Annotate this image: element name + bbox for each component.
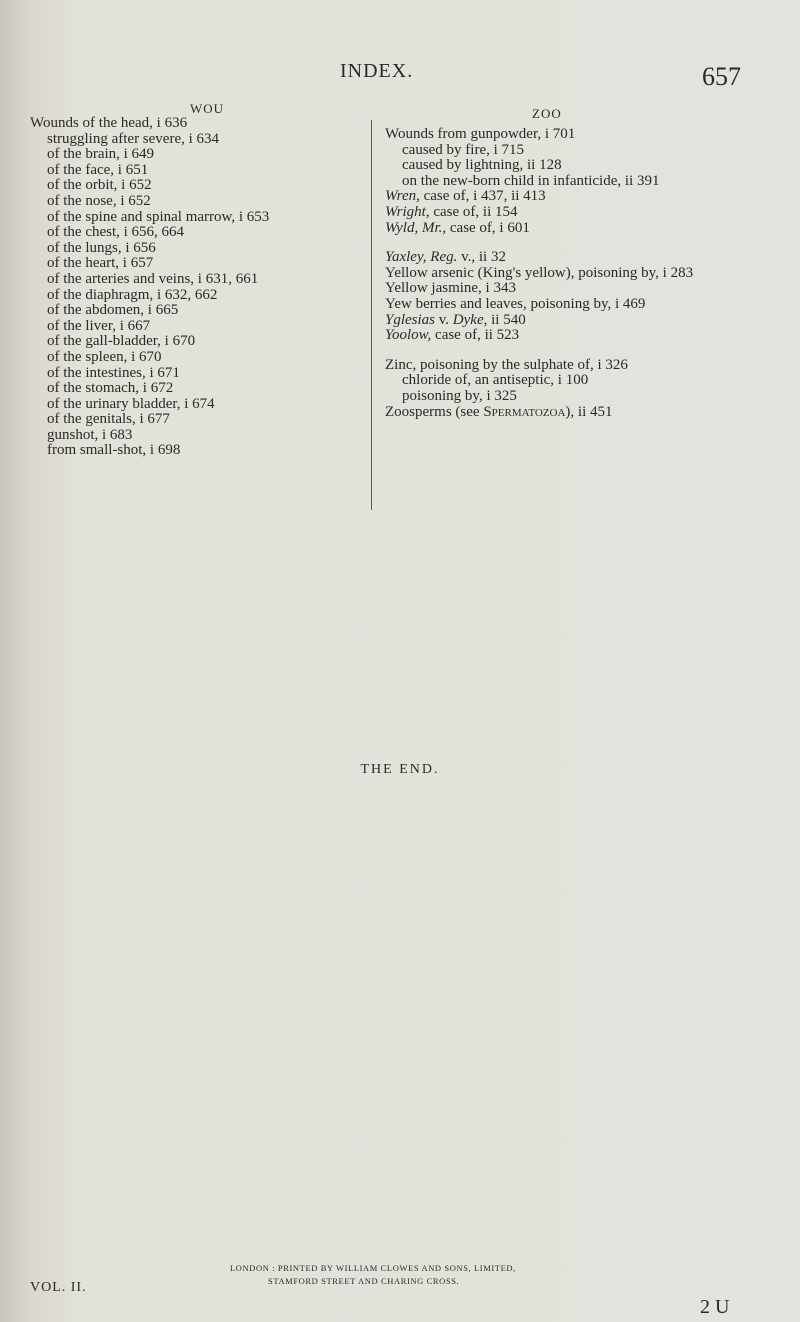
signature-mark: 2 U xyxy=(700,1296,730,1318)
index-entry: of the abdomen, i 665 xyxy=(47,302,179,319)
column-divider xyxy=(371,120,372,510)
the-end-text: THE END. xyxy=(360,762,440,777)
left-column-key: WOU xyxy=(190,101,225,116)
entry-text: ), ii 451 xyxy=(565,403,613,420)
index-entry: of the spine and spinal marrow, i 653 xyxy=(47,208,270,225)
entry-name: Yaxley, Reg. xyxy=(385,249,458,266)
index-entry: Yew berries and leaves, poisoning by, i 469 xyxy=(385,295,646,312)
index-entry: of the genitals, i 677 xyxy=(47,411,170,428)
left-index-column xyxy=(30,116,360,459)
entry-ref: case of, ii 154 xyxy=(429,203,518,220)
index-entry: of the face, i 651 xyxy=(47,161,149,178)
entry-name: Yglesias xyxy=(385,311,436,328)
index-entry xyxy=(385,221,745,237)
printer-imprint xyxy=(230,1262,750,1288)
entry-ref: ii 540 xyxy=(487,311,526,328)
index-entry: caused by fire, i 715 xyxy=(402,141,525,158)
index-entry xyxy=(385,189,745,205)
index-entry: Yellow arsenic (King's yellow), poisoning by, i 283 xyxy=(385,264,694,281)
cross-reference: Spermatozoa xyxy=(483,403,566,420)
index-entry: of the spleen, i 670 xyxy=(47,348,162,365)
index-entry: of the urinary bladder, i 674 xyxy=(47,395,215,412)
index-entry: of the lungs, i 656 xyxy=(47,239,156,256)
index-entry: of the liver, i 667 xyxy=(47,317,151,334)
right-column-key: ZOO xyxy=(532,106,562,121)
entry-ref: case of, i 437, ii 413 xyxy=(419,188,546,205)
entry-name: Wren, xyxy=(385,188,420,205)
entry-name: Wright, xyxy=(385,203,430,220)
index-entry: of the arteries and veins, i 631, 661 xyxy=(47,270,259,287)
entry-name: Dyke, xyxy=(452,311,488,328)
index-entry: on the new-born child in infanticide, ii 391 xyxy=(402,172,660,189)
index-entry: of the diaphragm, i 632, 662 xyxy=(47,286,218,303)
imprint-line: LONDON : PRINTED BY WILLIAM CLOWES AND SONS, LIMITED, xyxy=(230,1263,516,1273)
index-entry: of the gall-bladder, i 670 xyxy=(47,333,196,350)
index-entry: of the brain, i 649 xyxy=(47,146,155,163)
index-entry: of the heart, i 657 xyxy=(47,255,154,272)
index-entry xyxy=(385,205,745,221)
running-header-title: INDEX. xyxy=(340,60,414,82)
index-entry: Wounds of the head, i 636 xyxy=(30,115,188,131)
entry-ref: case of, ii 523 xyxy=(431,327,520,344)
index-entry xyxy=(385,250,745,266)
right-index-column xyxy=(385,127,745,420)
page-number: 657 xyxy=(702,62,741,91)
index-entry: of the chest, i 656, 664 xyxy=(47,224,185,241)
index-entry xyxy=(385,313,745,329)
index-entry: chloride of, an antiseptic, i 100 xyxy=(402,372,589,389)
index-entry: poisoning by, i 325 xyxy=(402,387,517,404)
index-entry: Zinc, poisoning by the sulphate of, i 326 xyxy=(385,356,628,373)
volume-label: VOL. II. xyxy=(30,1280,87,1295)
entry-ref: v. xyxy=(435,311,453,328)
imprint-line: STAMFORD STREET AND CHARING CROSS. xyxy=(268,1276,460,1286)
index-entry: gunshot, i 683 xyxy=(47,426,133,443)
entry-text: Zoosperms (see xyxy=(385,403,484,420)
entry-ref: v., ii 32 xyxy=(457,249,506,266)
entry-name: Yoolow, xyxy=(385,327,432,344)
index-entry: struggling after severe, i 634 xyxy=(47,130,220,147)
index-entry: caused by lightning, ii 128 xyxy=(402,157,562,174)
index-entry: Wounds from gunpowder, i 701 xyxy=(385,126,576,142)
index-entry xyxy=(385,328,745,344)
index-entry xyxy=(385,405,745,421)
index-entry: of the stomach, i 672 xyxy=(47,380,174,397)
entry-ref: case of, i 601 xyxy=(446,219,530,236)
index-entry: Yellow jasmine, i 343 xyxy=(385,280,516,297)
entry-name: Wyld, Mr., xyxy=(385,219,447,236)
index-entry: of the nose, i 652 xyxy=(47,192,151,209)
index-entry: of the orbit, i 652 xyxy=(47,177,152,194)
index-entry: of the intestines, i 671 xyxy=(47,364,180,381)
index-entry: from small-shot, i 698 xyxy=(47,442,181,459)
